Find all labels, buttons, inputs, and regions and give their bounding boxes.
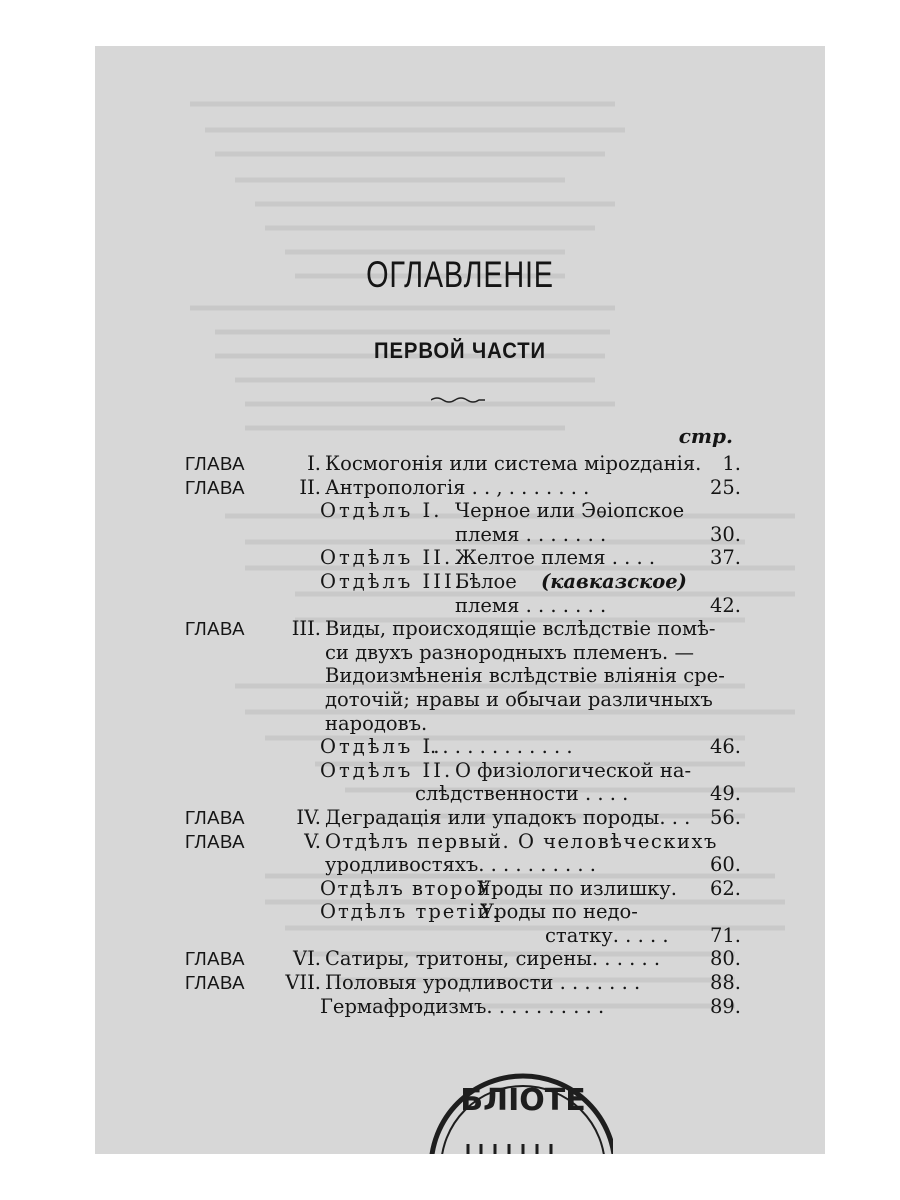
toc-entry	[185, 806, 741, 830]
entry-text: Черное или Эѳіопское	[455, 499, 685, 523]
entry-text: Уроды по излишку.	[477, 876, 677, 900]
entry-text: Гермафродизмъ. . . . . . . . . .	[320, 994, 605, 1018]
page-number: 89.	[709, 994, 741, 1018]
chapter-label: ГЛАВА	[185, 476, 246, 498]
chapter-number: III.	[291, 617, 321, 641]
entry-text: уродливостяхъ. . . . . . . . . .	[325, 853, 596, 877]
toc-entry	[185, 853, 741, 877]
toc-list	[185, 452, 741, 1018]
entry-text: Уроды по недо-	[480, 900, 638, 924]
section-label: Отдѣлъ III.	[320, 569, 464, 593]
toc-entry	[185, 947, 741, 971]
toc-entry	[185, 782, 741, 806]
entry-text: слѣдственности . . . .	[415, 782, 629, 806]
page-title: ОГЛАВЛЕНІЕ	[366, 254, 554, 295]
toc-entry	[185, 641, 741, 665]
toc-entry	[185, 546, 741, 570]
section-label: Отдѣлъ I.	[320, 499, 443, 523]
entry-text: народовъ.	[325, 711, 428, 735]
toc-entry	[185, 594, 741, 618]
toc-entry	[185, 995, 741, 1019]
page-number: 88.	[709, 971, 741, 995]
page-number: 62.	[709, 876, 741, 900]
chapter-number: VI.	[293, 947, 321, 971]
section-label: Отдѣлъ II.	[320, 546, 454, 570]
toc-entry	[185, 924, 741, 948]
entry-text: Видоизмѣненія вслѣдствіе вліянія сре-	[325, 664, 725, 688]
toc-entry	[185, 570, 741, 594]
toc-entry	[185, 617, 741, 641]
chapter-number: VII.	[285, 971, 321, 995]
chapter-number: V.	[304, 829, 321, 853]
entry-text: племя . . . . . . .	[455, 593, 607, 617]
chapter-label: ГЛАВА	[185, 972, 246, 994]
entry-text: Виды, происходящіе вслѣдствіе помѣ-	[325, 617, 716, 641]
toc-entry	[185, 735, 741, 759]
page-column-header: стр.	[678, 424, 733, 448]
entry-text: си двухъ разнородныхъ племенъ. —	[325, 640, 694, 664]
entry-italic-note: (кавказское)	[541, 569, 687, 593]
toc-entry	[185, 971, 741, 995]
entry-text: Половыя уродливости . . . . . . .	[325, 971, 641, 995]
chapter-number: II.	[299, 475, 321, 499]
page-number: 60.	[709, 853, 741, 877]
page-subtitle: ПЕРВОЙ ЧАСТИ	[374, 338, 546, 363]
toc-entry	[185, 499, 741, 523]
entry-text: Космогонія или система міроzданія.	[325, 452, 702, 475]
page-number: 49.	[709, 782, 741, 806]
ornamental-rule-icon	[431, 396, 485, 404]
toc-entry	[185, 664, 741, 688]
entry-text: доточій; нравы и обычаи различныхъ	[325, 687, 713, 711]
page-number: 30.	[709, 522, 741, 546]
entry-text: Сатиры, тритоны, сирены. . . . . .	[325, 947, 661, 971]
stamp-text: БЛІОТЕ	[460, 1083, 586, 1118]
page-number: 1.	[722, 452, 741, 475]
chapter-label: ГЛАВА	[185, 948, 246, 970]
section-label: Отдѣлъ третій.	[320, 900, 501, 924]
entry-text: племя . . . . . . .	[455, 522, 607, 546]
entry-text: Желтое племя . . . .	[455, 546, 656, 570]
entry-text: . . . . . . . . . . . .	[430, 735, 573, 759]
page-number: 46.	[709, 735, 741, 759]
toc-entry	[185, 900, 741, 924]
chapter-number: IV.	[296, 805, 321, 829]
scanned-page	[95, 46, 825, 1154]
entry-text: статку. . . . .	[545, 923, 669, 947]
page-number: 37.	[709, 546, 741, 570]
entry-text: О физіологической на-	[455, 758, 692, 782]
toc-entry	[185, 877, 741, 901]
chapter-label: ГЛАВА	[185, 618, 246, 640]
chapter-label: ГЛАВА	[185, 453, 246, 474]
toc-entry	[185, 452, 741, 476]
page-number: 71.	[709, 923, 741, 947]
toc-content	[95, 46, 825, 1154]
page-number: 42.	[709, 593, 741, 617]
page-number: 80.	[709, 947, 741, 971]
toc-entry	[185, 712, 741, 736]
entry-text: Отдѣлъ первый. О человѣческихъ	[325, 829, 718, 853]
entry-text: Бѣлое	[455, 569, 517, 593]
section-label: Отдѣлъ второй.	[320, 876, 500, 900]
toc-entry	[185, 476, 741, 500]
toc-entry	[185, 688, 741, 712]
toc-entry	[185, 523, 741, 547]
chapter-label: ГЛАВА	[185, 830, 246, 852]
toc-entry	[185, 830, 741, 854]
page-number: 56.	[709, 805, 741, 829]
entry-text: Деградація или упадокъ породы. . .	[325, 805, 691, 829]
chapter-number: I.	[307, 452, 321, 475]
section-label: Отдѣлъ II.	[320, 758, 454, 782]
library-stamp	[413, 1058, 613, 1154]
page-number: 25.	[709, 475, 741, 499]
section-label: Отдѣлъ I.	[320, 735, 443, 759]
entry-text: Антропологія . . , . . . . . . .	[325, 475, 590, 499]
chapter-label: ГЛАВА	[185, 806, 246, 828]
toc-entry	[185, 759, 741, 783]
